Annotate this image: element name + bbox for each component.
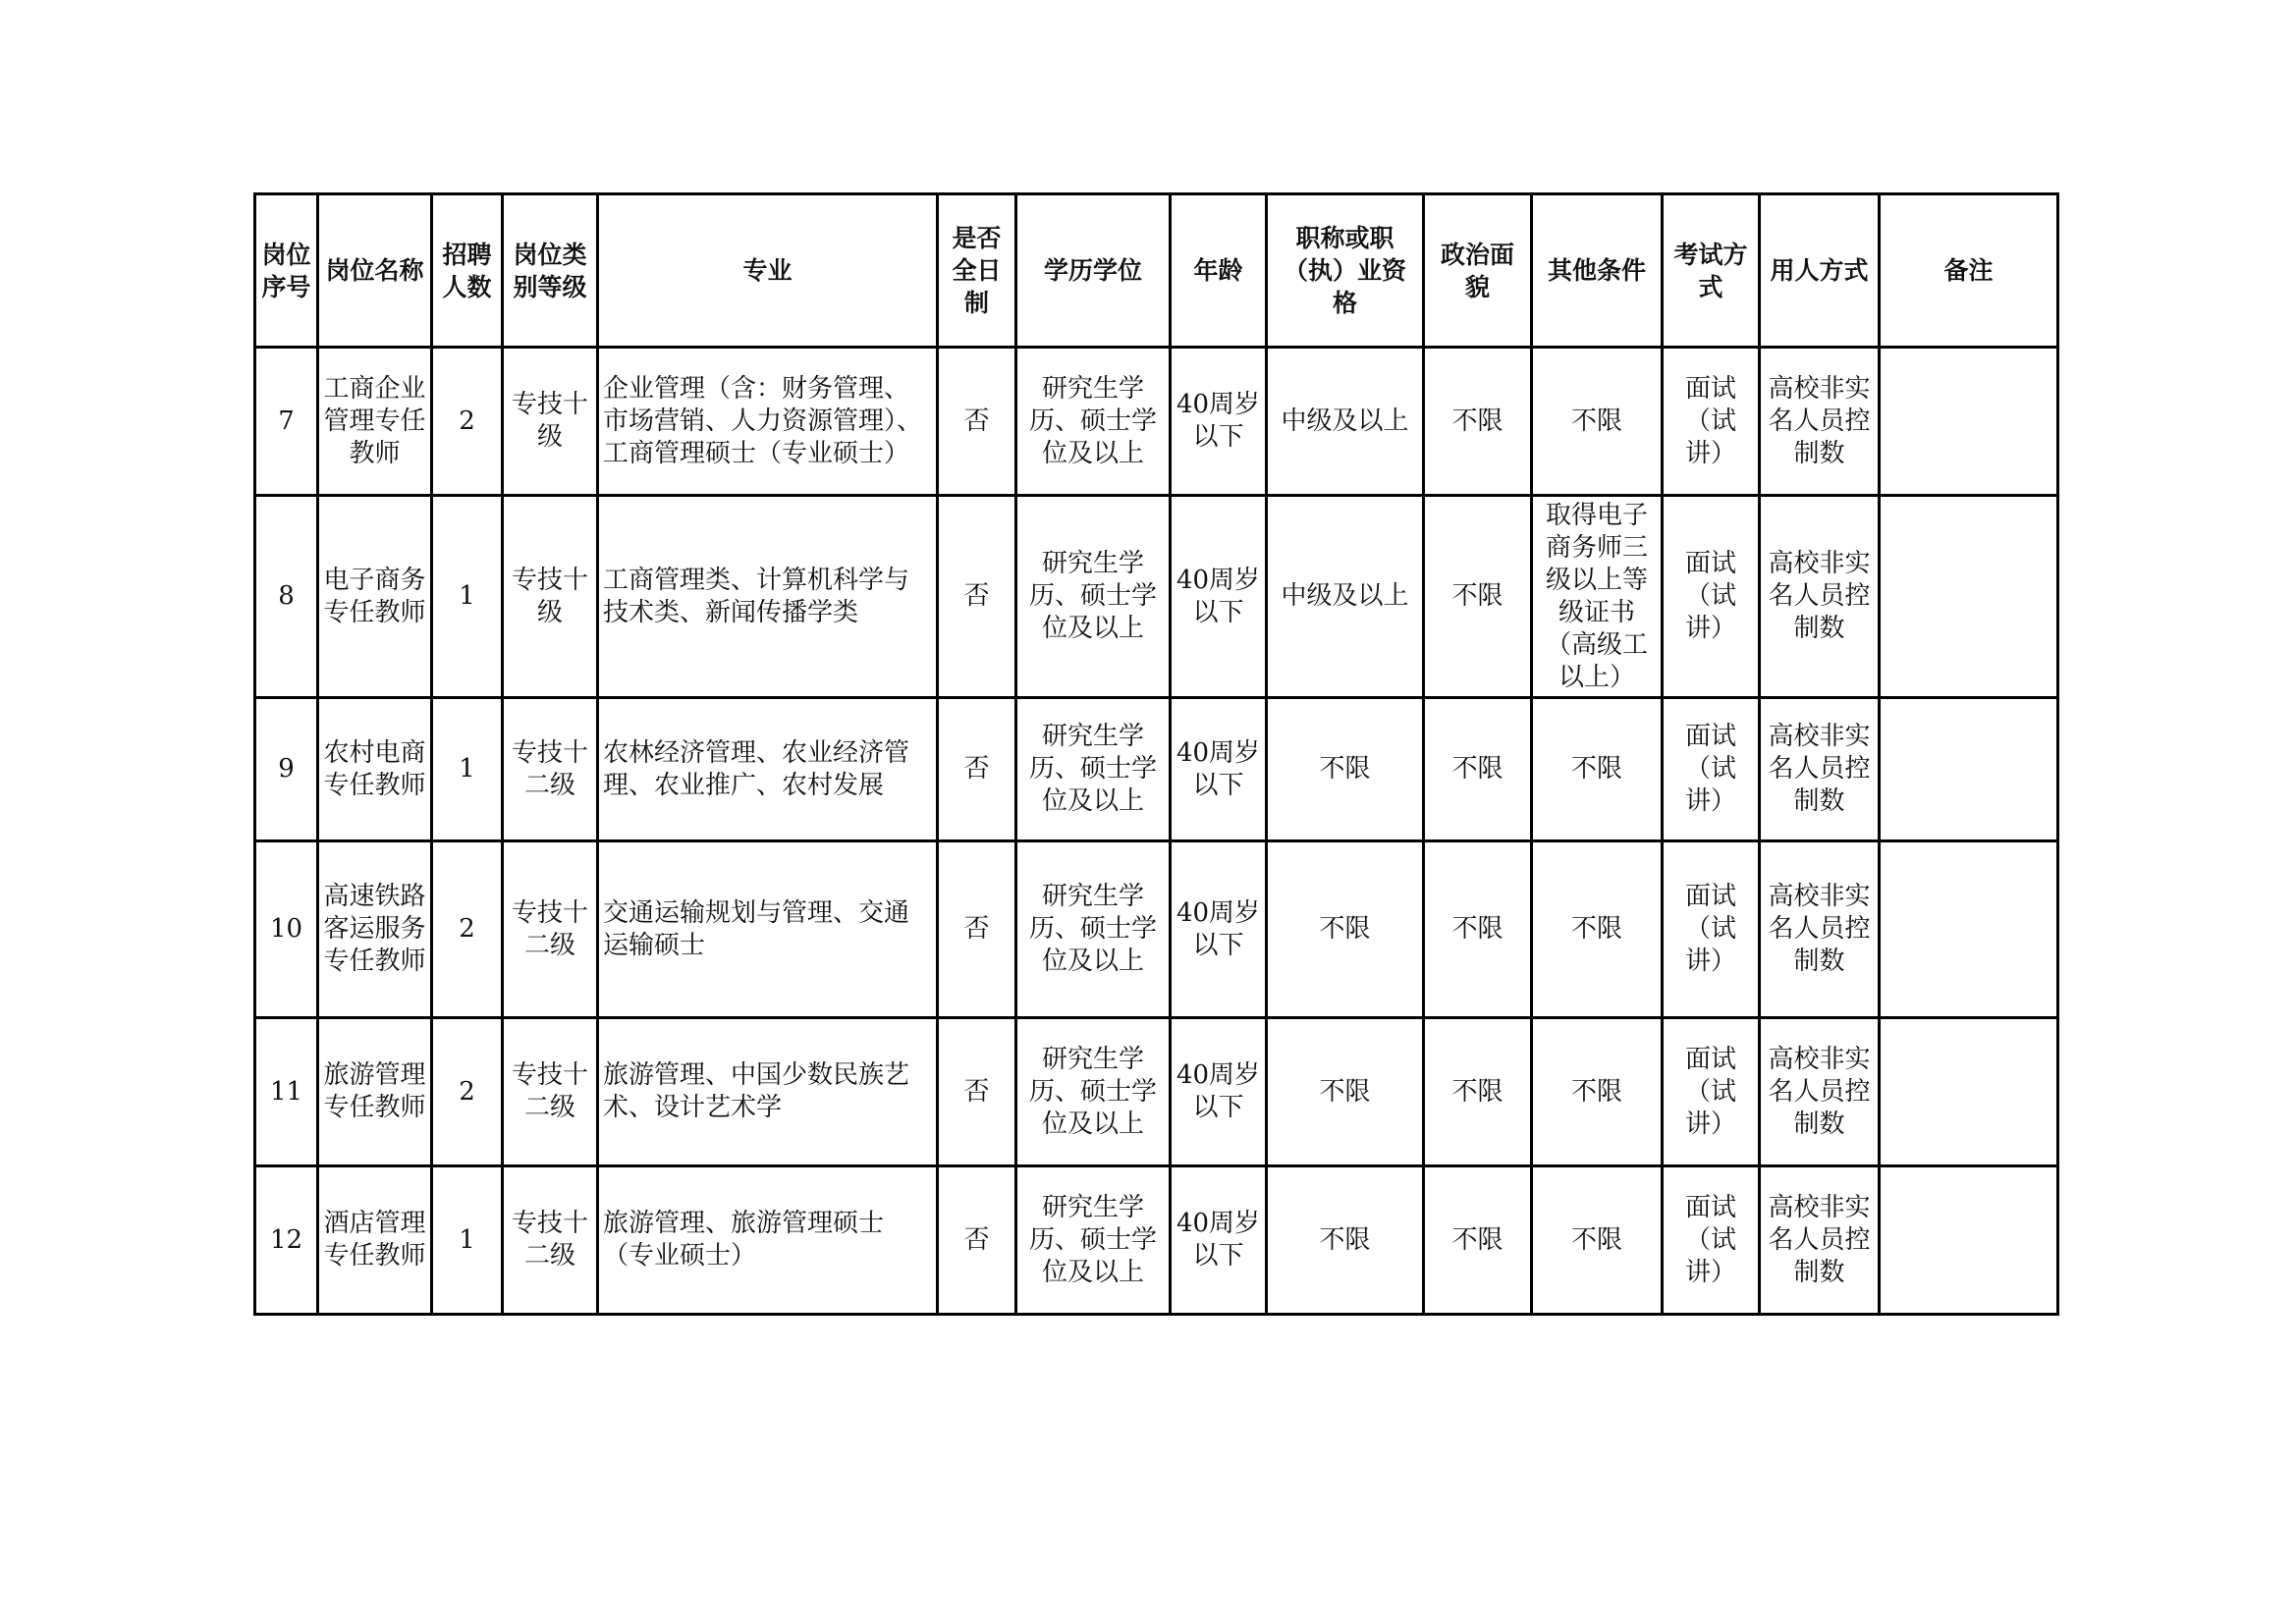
- cell-level: 专技十级: [503, 348, 598, 496]
- cell-exam: 面试（试讲）: [1663, 1166, 1760, 1315]
- cell-seq: 12: [255, 1166, 318, 1315]
- cell-exam: 面试（试讲）: [1663, 1018, 1760, 1166]
- cell-other: 不限: [1532, 348, 1663, 496]
- cell-other: 不限: [1532, 1166, 1663, 1315]
- cell-level: 专技十二级: [503, 698, 598, 841]
- cell-other: 不限: [1532, 841, 1663, 1018]
- header-other: 其他条件: [1532, 194, 1663, 348]
- cell-degree: 研究生学历、硕士学位及以上: [1016, 841, 1171, 1018]
- cell-age: 40周岁以下: [1171, 1018, 1267, 1166]
- cell-name: 酒店管理专任教师: [318, 1166, 432, 1315]
- cell-employ: 高校非实名人员控制数: [1760, 1018, 1880, 1166]
- cell-remark: [1880, 1018, 2058, 1166]
- cell-exam: 面试（试讲）: [1663, 496, 1760, 698]
- cell-fulltime: 否: [938, 698, 1016, 841]
- cell-major: 农林经济管理、农业经济管理、农业推广、农村发展: [598, 698, 938, 841]
- header-employ: 用人方式: [1760, 194, 1880, 348]
- cell-count: 2: [432, 348, 503, 496]
- cell-employ: 高校非实名人员控制数: [1760, 496, 1880, 698]
- header-seq: 岗位序号: [255, 194, 318, 348]
- cell-count: 2: [432, 1018, 503, 1166]
- cell-major: 旅游管理、旅游管理硕士（专业硕士）: [598, 1166, 938, 1315]
- cell-name: 电子商务专任教师: [318, 496, 432, 698]
- cell-degree: 研究生学历、硕士学位及以上: [1016, 496, 1171, 698]
- table-row: [255, 841, 2058, 1018]
- cell-politics: 不限: [1424, 1018, 1532, 1166]
- cell-remark: [1880, 1166, 2058, 1315]
- cell-count: 2: [432, 841, 503, 1018]
- header-major: 专业: [598, 194, 938, 348]
- cell-degree: 研究生学历、硕士学位及以上: [1016, 698, 1171, 841]
- cell-degree: 研究生学历、硕士学位及以上: [1016, 348, 1171, 496]
- table-row: [255, 496, 2058, 698]
- header-exam: 考试方式: [1663, 194, 1760, 348]
- cell-politics: 不限: [1424, 348, 1532, 496]
- cell-fulltime: 否: [938, 841, 1016, 1018]
- table-row: [255, 1018, 2058, 1166]
- cell-age: 40周岁以下: [1171, 1166, 1267, 1315]
- cell-major: 企业管理（含：财务管理、市场营销、人力资源管理）、工商管理硕士（专业硕士）: [598, 348, 938, 496]
- cell-exam: 面试（试讲）: [1663, 841, 1760, 1018]
- cell-title: 不限: [1267, 841, 1424, 1018]
- cell-name: 农村电商专任教师: [318, 698, 432, 841]
- header-fulltime: 是否全日制: [938, 194, 1016, 348]
- header-count: 招聘人数: [432, 194, 503, 348]
- cell-major: 工商管理类、计算机科学与技术类、新闻传播学类: [598, 496, 938, 698]
- cell-name: 旅游管理专任教师: [318, 1018, 432, 1166]
- header-politics: 政治面貌: [1424, 194, 1532, 348]
- table-row: [255, 348, 2058, 496]
- cell-age: 40周岁以下: [1171, 496, 1267, 698]
- header-remark: 备注: [1880, 194, 2058, 348]
- cell-fulltime: 否: [938, 348, 1016, 496]
- cell-exam: 面试（试讲）: [1663, 348, 1760, 496]
- cell-name: 工商企业管理专任教师: [318, 348, 432, 496]
- cell-employ: 高校非实名人员控制数: [1760, 841, 1880, 1018]
- cell-seq: 9: [255, 698, 318, 841]
- cell-politics: 不限: [1424, 841, 1532, 1018]
- cell-remark: [1880, 496, 2058, 698]
- cell-remark: [1880, 841, 2058, 1018]
- cell-age: 40周岁以下: [1171, 698, 1267, 841]
- cell-level: 专技十二级: [503, 1166, 598, 1315]
- cell-politics: 不限: [1424, 1166, 1532, 1315]
- cell-other: 取得电子商务师三级以上等级证书（高级工以上）: [1532, 496, 1663, 698]
- header-title: 职称或职（执）业资格: [1267, 194, 1424, 348]
- cell-major: 旅游管理、中国少数民族艺术、设计艺术学: [598, 1018, 938, 1166]
- recruitment-table: [253, 192, 2059, 1316]
- cell-age: 40周岁以下: [1171, 348, 1267, 496]
- header-level: 岗位类别等级: [503, 194, 598, 348]
- cell-title: 不限: [1267, 698, 1424, 841]
- cell-title: 不限: [1267, 1166, 1424, 1315]
- cell-count: 1: [432, 1166, 503, 1315]
- cell-fulltime: 否: [938, 1166, 1016, 1315]
- cell-age: 40周岁以下: [1171, 841, 1267, 1018]
- cell-remark: [1880, 348, 2058, 496]
- cell-degree: 研究生学历、硕士学位及以上: [1016, 1018, 1171, 1166]
- cell-degree: 研究生学历、硕士学位及以上: [1016, 1166, 1171, 1315]
- table-row: [255, 1166, 2058, 1315]
- header-row: [255, 194, 2058, 348]
- cell-fulltime: 否: [938, 496, 1016, 698]
- cell-level: 专技十二级: [503, 841, 598, 1018]
- cell-level: 专技十级: [503, 496, 598, 698]
- cell-count: 1: [432, 698, 503, 841]
- cell-remark: [1880, 698, 2058, 841]
- cell-employ: 高校非实名人员控制数: [1760, 348, 1880, 496]
- cell-other: 不限: [1532, 1018, 1663, 1166]
- header-age: 年龄: [1171, 194, 1267, 348]
- cell-name: 高速铁路客运服务专任教师: [318, 841, 432, 1018]
- cell-politics: 不限: [1424, 496, 1532, 698]
- cell-seq: 10: [255, 841, 318, 1018]
- cell-seq: 11: [255, 1018, 318, 1166]
- cell-count: 1: [432, 496, 503, 698]
- cell-major: 交通运输规划与管理、交通运输硕士: [598, 841, 938, 1018]
- cell-title: 中级及以上: [1267, 348, 1424, 496]
- cell-seq: 7: [255, 348, 318, 496]
- cell-employ: 高校非实名人员控制数: [1760, 698, 1880, 841]
- cell-other: 不限: [1532, 698, 1663, 841]
- cell-politics: 不限: [1424, 698, 1532, 841]
- cell-employ: 高校非实名人员控制数: [1760, 1166, 1880, 1315]
- header-name: 岗位名称: [318, 194, 432, 348]
- cell-title: 中级及以上: [1267, 496, 1424, 698]
- table-row: [255, 698, 2058, 841]
- cell-seq: 8: [255, 496, 318, 698]
- cell-title: 不限: [1267, 1018, 1424, 1166]
- cell-fulltime: 否: [938, 1018, 1016, 1166]
- cell-exam: 面试（试讲）: [1663, 698, 1760, 841]
- header-degree: 学历学位: [1016, 194, 1171, 348]
- cell-level: 专技十二级: [503, 1018, 598, 1166]
